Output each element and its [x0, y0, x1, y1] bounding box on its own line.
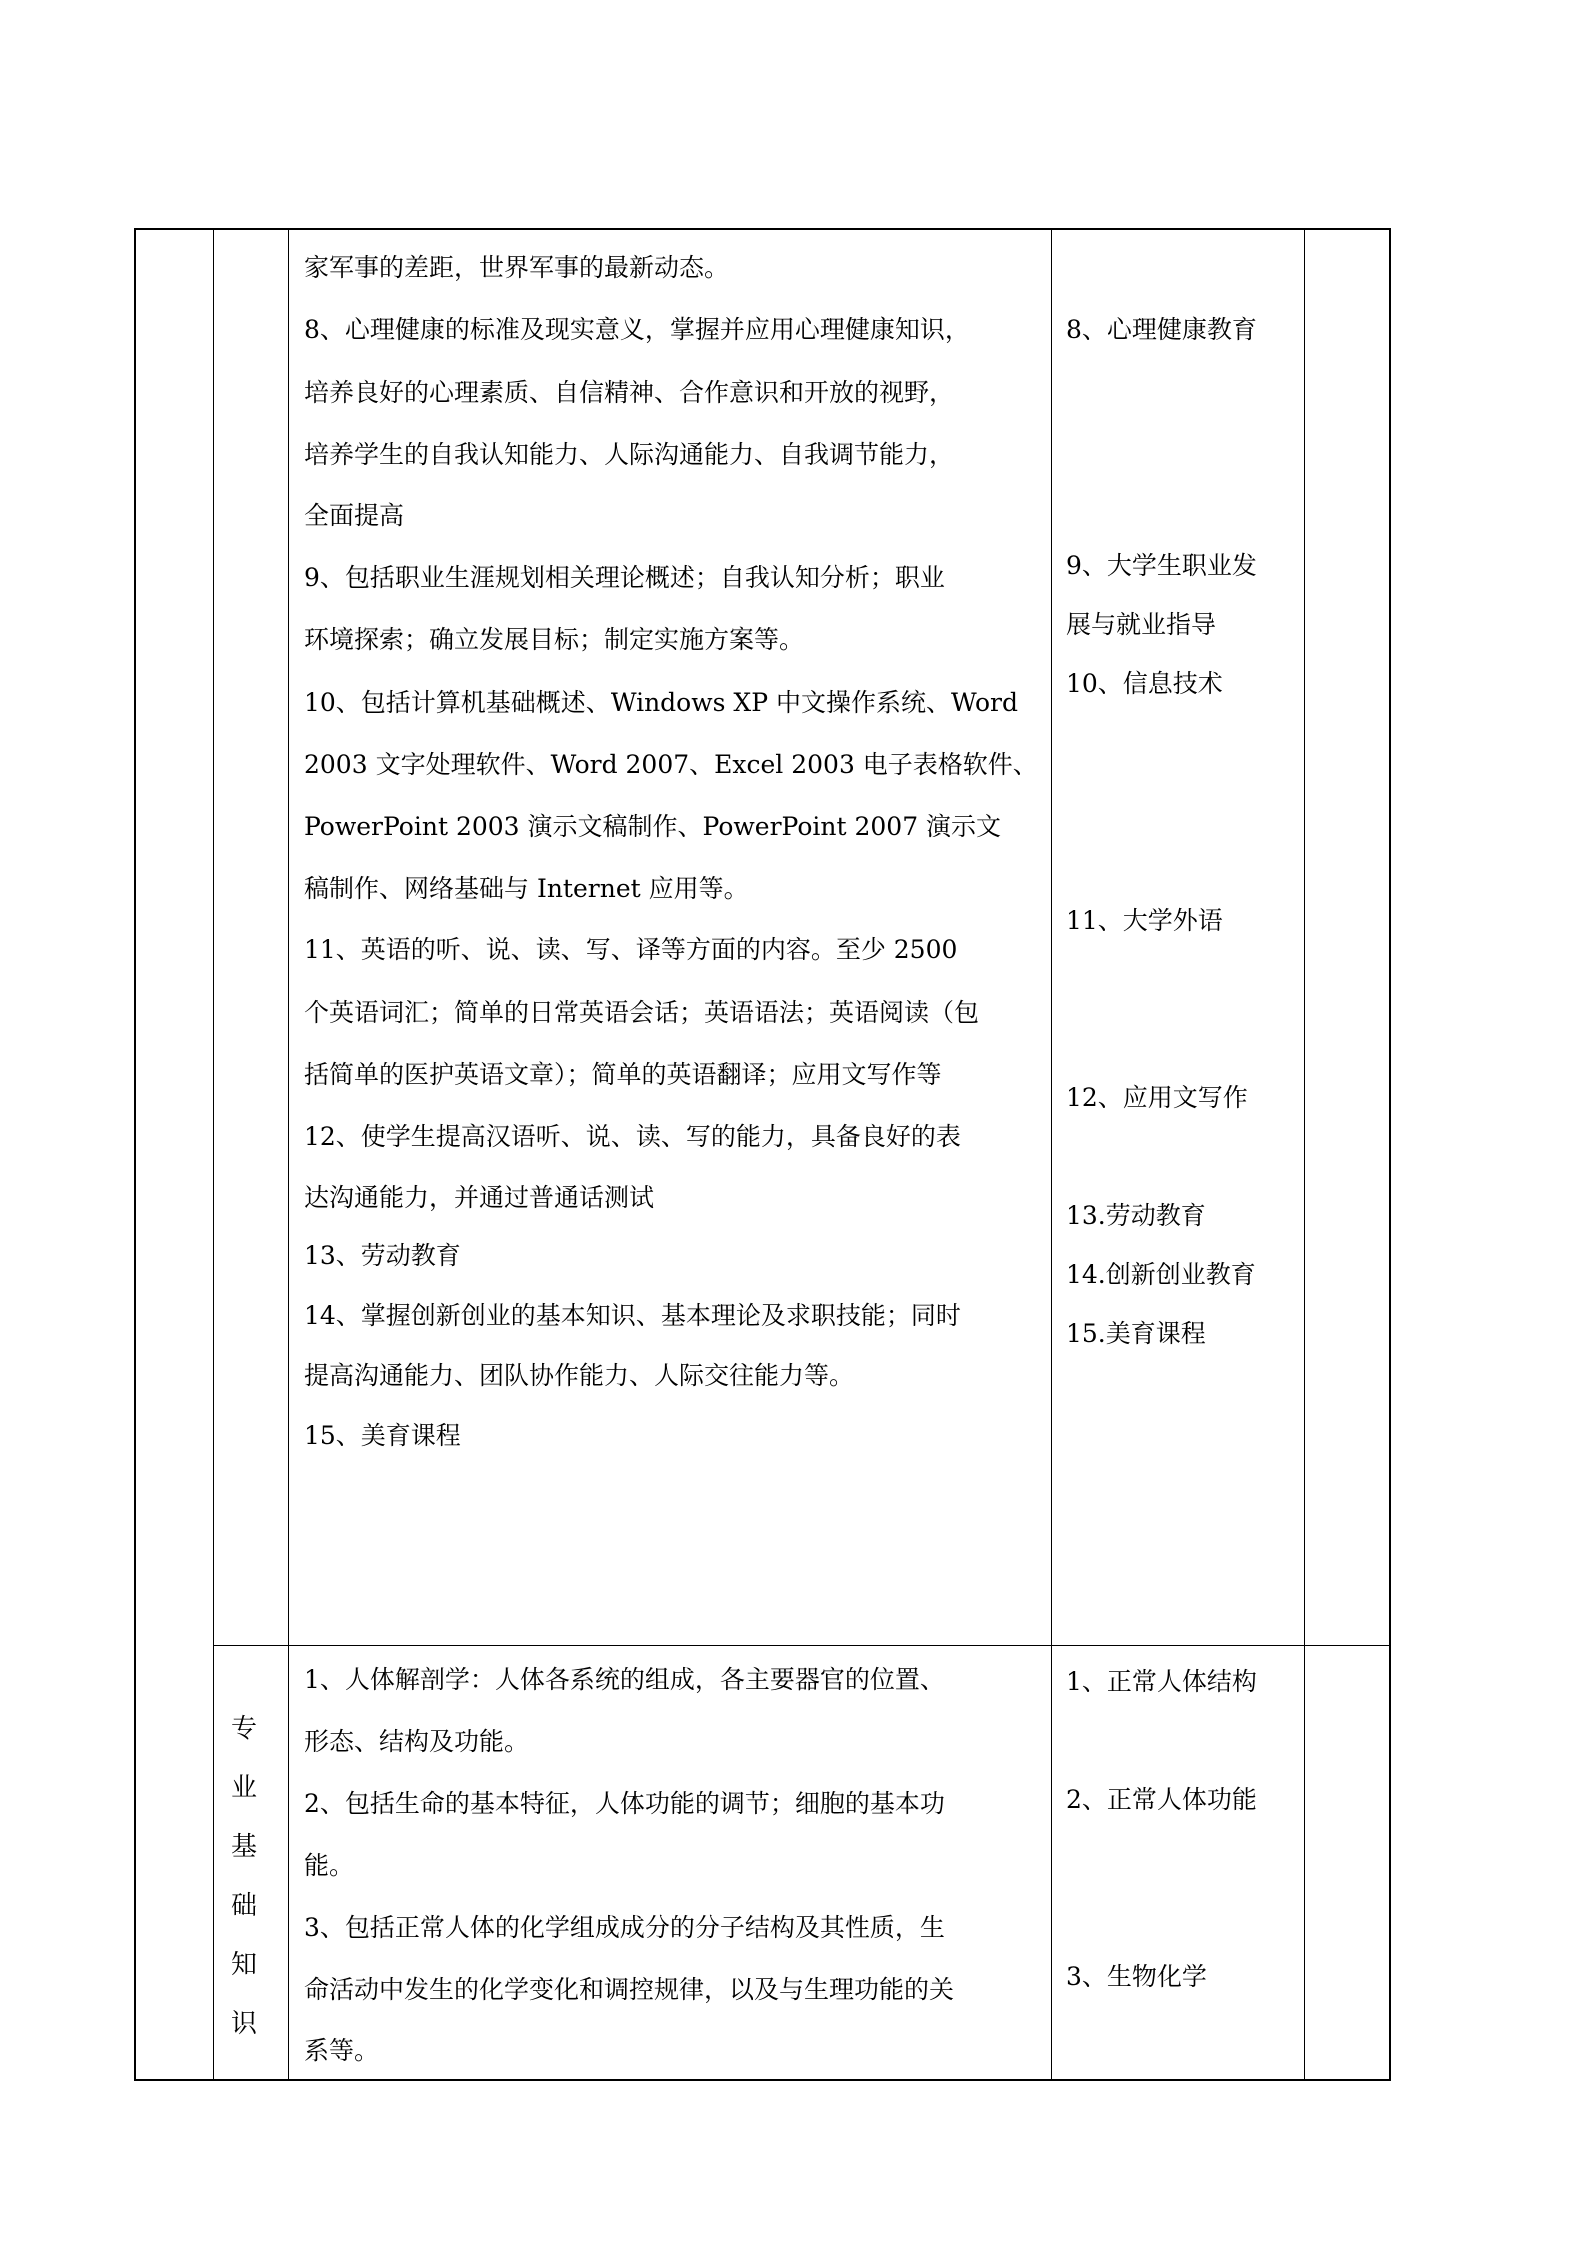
content-line: PowerPoint 2003 演示文稿制作、PowerPoint 2007 演示文	[304, 812, 1002, 841]
course-line: 3、生物化学	[1066, 1962, 1207, 1991]
content-line: 2003 文字处理软件、Word 2007、Excel 2003 电子表格软件、	[304, 750, 1038, 779]
course-line: 展与就业指导	[1066, 610, 1217, 639]
content-line: 提高沟通能力、团队协作能力、人际交往能力等。	[304, 1361, 855, 1390]
content-line: 10、包括计算机基础概述、Windows XP 中文操作系统、Word	[304, 688, 1018, 717]
content-line: 命活动中发生的化学变化和调控规律，以及与生理功能的关	[304, 1975, 955, 2004]
content-line: 个英语词汇；简单的日常英语会话；英语语法；英语阅读（包	[304, 998, 980, 1027]
content-line: 9、包括职业生涯规划相关理论概述；自我认知分析；职业	[304, 563, 945, 592]
course-line: 9、大学生职业发	[1066, 551, 1257, 580]
content-line: 13、劳动教育	[304, 1241, 461, 1270]
category-char: 识	[231, 2009, 258, 2039]
category-char: 知	[231, 1950, 258, 1980]
content-line: 稿制作、网络基础与 Internet 应用等。	[304, 874, 749, 903]
content-line: 3、包括正常人体的化学组成成分的分子结构及其性质，生	[304, 1913, 945, 1942]
content-line: 环境探索；确立发展目标；制定实施方案等。	[304, 625, 805, 654]
content-line: 2、包括生命的基本特征，人体功能的调节；细胞的基本功	[304, 1789, 945, 1818]
category-char: 础	[231, 1891, 258, 1921]
content-line: 12、使学生提高汉语听、说、读、写的能力，具备良好的表	[304, 1122, 961, 1151]
column-divider-4	[1304, 230, 1305, 2081]
category-char: 专	[231, 1714, 258, 1744]
category-char: 基	[231, 1832, 258, 1862]
curriculum-table	[134, 228, 1391, 2081]
course-line: 13.劳动教育	[1066, 1201, 1206, 1230]
course-line: 15.美育课程	[1066, 1319, 1206, 1348]
row-divider	[213, 1645, 1391, 1646]
content-line: 形态、结构及功能。	[304, 1727, 530, 1756]
course-line: 8、心理健康教育	[1066, 315, 1257, 344]
content-line: 培养学生的自我认知能力、人际沟通能力、自我调节能力，	[304, 440, 955, 469]
course-line: 11、大学外语	[1066, 906, 1223, 935]
content-line: 括简单的医护英语文章）；简单的英语翻译；应用文写作等	[304, 1060, 942, 1089]
content-line: 达沟通能力，并通过普通话测试	[304, 1183, 655, 1212]
content-line: 能。	[304, 1851, 355, 1880]
content-line: 全面提高	[304, 501, 405, 530]
course-line: 1、正常人体结构	[1066, 1667, 1257, 1696]
course-line: 10、信息技术	[1066, 669, 1223, 698]
column-divider-2	[288, 230, 289, 2081]
course-line: 12、应用文写作	[1066, 1083, 1248, 1112]
content-line: 14、掌握创新创业的基本知识、基本理论及求职技能；同时	[304, 1301, 961, 1330]
content-line: 15、美育课程	[304, 1421, 461, 1450]
content-line: 1、人体解剖学：人体各系统的组成，各主要器官的位置、	[304, 1665, 945, 1694]
column-divider-3	[1051, 230, 1052, 2081]
content-line: 8、心理健康的标准及现实意义，掌握并应用心理健康知识，	[304, 315, 970, 344]
column-divider-1	[213, 230, 214, 2081]
content-line: 培养良好的心理素质、自信精神、合作意识和开放的视野，	[304, 378, 955, 407]
course-line: 2、正常人体功能	[1066, 1785, 1257, 1814]
content-line: 11、英语的听、说、读、写、译等方面的内容。至少 2500	[304, 935, 958, 964]
content-line: 系等。	[304, 2036, 380, 2065]
content-line: 家军事的差距，世界军事的最新动态。	[304, 253, 730, 282]
course-line: 14.创新创业教育	[1066, 1260, 1256, 1289]
category-char: 业	[231, 1773, 258, 1803]
